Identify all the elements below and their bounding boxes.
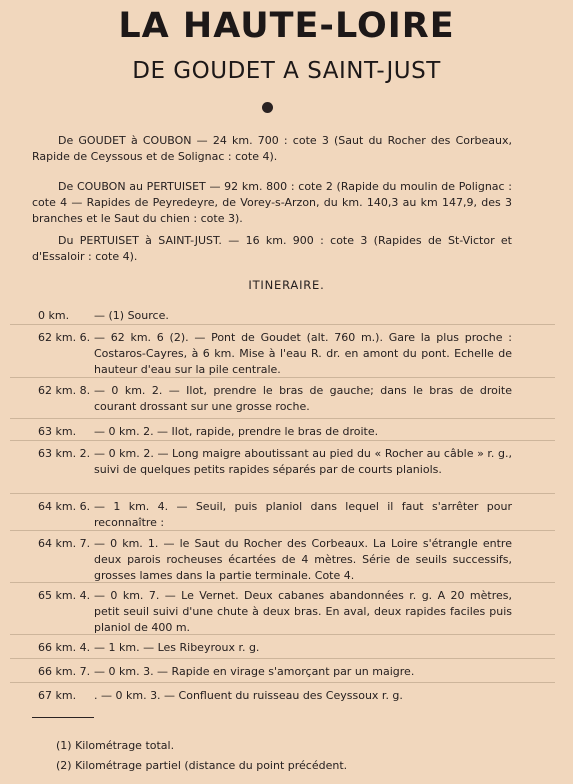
itinerary-km: 67 km. bbox=[38, 689, 77, 702]
itinerary-km: 65 km. 4. bbox=[38, 589, 91, 602]
itinerary-km: 63 km. bbox=[38, 425, 77, 438]
itinerary-text: — (1) Source. bbox=[94, 309, 169, 322]
row-divider bbox=[10, 377, 555, 378]
itinerary-text: — 0 km. 1. — le Saut du Rocher des Corbeaux. La Loire s'étrangle entre deux parois rocheuses écartées de 4 mètres. Série de seuils successifs, grosses lames dans la partie terminale. Cote 4. bbox=[94, 537, 512, 582]
itinerary-km: 64 km. 6. bbox=[38, 500, 91, 513]
footnote-separator bbox=[32, 717, 94, 718]
row-divider bbox=[10, 418, 555, 419]
itinerary-text: — 1 km. 4. — Seuil, puis planiol dans lequel il faut s'arrêter pour reconnaître : bbox=[94, 500, 512, 529]
row-divider bbox=[10, 530, 555, 531]
itinerary-km: 62 km. 6. bbox=[38, 331, 91, 344]
itinerary-km: 66 km. 4. bbox=[38, 641, 91, 654]
footnote-partial: (2) Kilométrage partiel (distance du point précédent. bbox=[56, 759, 348, 772]
row-divider bbox=[10, 682, 555, 683]
row-divider bbox=[10, 582, 555, 583]
itinerary-km: 63 km. 2. bbox=[38, 447, 91, 460]
itinerary-km: 66 km. 7. bbox=[38, 665, 91, 678]
row-divider bbox=[10, 634, 555, 635]
itinerary-text: . — 0 km. 3. — Confluent du ruisseau des Ceyssoux r. g. bbox=[94, 689, 403, 702]
itinerary-text: — 0 km. 7. — Le Vernet. Deux cabanes abandonnées r. g. A 20 mètres, petit seuil suivi d'une chute à deux bras. En aval, deux rapides faciles puis planiol de 400 m. bbox=[94, 589, 512, 634]
itinerary-text: — 62 km. 6 (2). — Pont de Goudet (alt. 760 m.). Gare la plus proche : Costaros-Cayres, à 6 km. Mise à l'eau R. dr. en amont du pont. Echelle de hauteur d'eau sur la pile centrale. bbox=[94, 331, 512, 376]
itinerary-heading: ITINERAIRE. bbox=[248, 278, 325, 292]
itinerary-km: 0 km. bbox=[38, 309, 70, 322]
itinerary-km: 64 km. 7. bbox=[38, 537, 91, 550]
itinerary-text: — 1 km. — Les Ribeyroux r. g. bbox=[94, 641, 260, 654]
bullet-ornament bbox=[262, 102, 273, 113]
itinerary-text: — 0 km. 2. — Long maigre aboutissant au pied du « Rocher au câble » r. g., suivi de quelques petits rapides séparés par de courts planiols. bbox=[94, 447, 512, 476]
intro-paragraph-pertuiset-saintjust: Du PERTUISET à SAINT-JUST. — 16 km. 900 : cote 3 (Rapides de St-Victor et d'Essaloir : cote 4). bbox=[32, 234, 512, 263]
page-subtitle: DE GOUDET A SAINT-JUST bbox=[132, 58, 441, 84]
row-divider bbox=[10, 324, 555, 325]
row-divider bbox=[10, 493, 555, 494]
itinerary-text: — 0 km. 2. — Ilot, prendre le bras de gauche; dans le bras de droite courant drossant sur une grosse roche. bbox=[94, 384, 512, 413]
row-divider bbox=[10, 658, 555, 659]
itinerary-km: 62 km. 8. bbox=[38, 384, 91, 397]
itinerary-text: — 0 km. 2. — Ilot, rapide, prendre le bras de droite. bbox=[94, 425, 379, 438]
itinerary-text: — 0 km. 3. — Rapide en virage s'amorçant par un maigre. bbox=[94, 665, 415, 678]
intro-paragraph-goudet-coubon: De GOUDET à COUBON — 24 km. 700 : cote 3 (Saut du Rocher des Corbeaux, Rapide de Ceyssous et de Solignac : cote 4). bbox=[32, 134, 512, 163]
intro-paragraph-coubon-pertuiset: De COUBON au PERTUISET — 92 km. 800 : cote 2 (Rapide du moulin de Polignac : cote 4 — Rapides de Peyredeyre, de Vorey-s-Arzon, du km. 140,3 au km 147,9, des 3 branches et le Saut du chien : cote 3). bbox=[32, 180, 512, 225]
page-title: LA HAUTE-LOIRE bbox=[118, 6, 455, 46]
footnote-total: (1) Kilométrage total. bbox=[56, 739, 175, 752]
row-divider bbox=[10, 440, 555, 441]
